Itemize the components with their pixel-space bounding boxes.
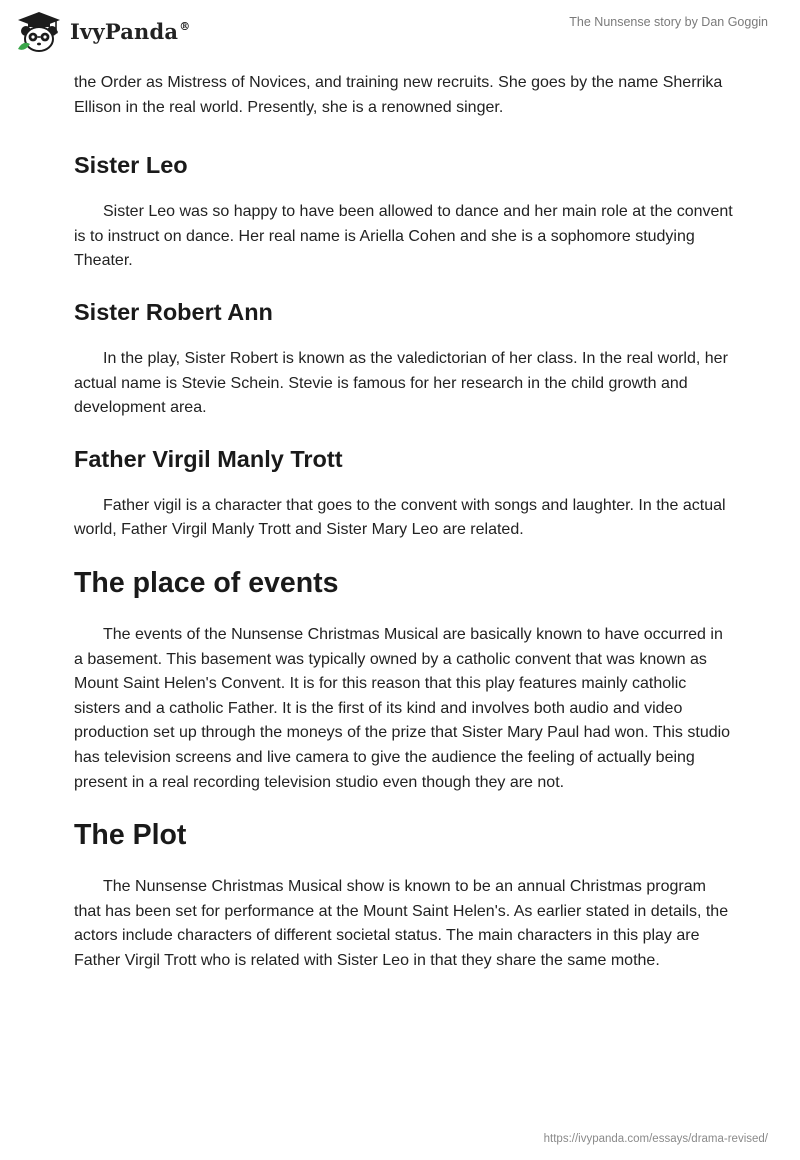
section-paragraph-sister-robert-ann: In the play, Sister Robert is known as the valedictorian of her class. In the real world, her actual name is Stevie Schein. Stevie is famous for her research in the child growth and development area. [74,349,728,417]
section-paragraph-sister-leo: Sister Leo was so happy to have been allowed to dance and her main role at the convent is to instruct on dance. Her real name is Ariella Cohen and she is a sophomore studying Theater. [74,203,733,270]
registered-mark: ® [179,19,191,33]
section-heading-sister-robert-ann: Sister Robert Ann [74,298,273,325]
section-paragraph-father-virgil: Father vigil is a character that goes to the convent with songs and laughter. In the actual world, Father Virgil Manly Trott and Sister Mary Leo are related. [74,496,726,539]
page-header [0,0,800,70]
intro-paragraph: the Order as Mistress of Novices, and training new recruits. She goes by the name Sherrika Ellison in the real world. Presently, she is a renowned singer. [74,74,723,116]
section-heading-place-of-events: The place of events [74,566,339,599]
section-paragraph-the-plot: The Nunsense Christmas Musical show is known to be an annual Christmas program that has been set for performance at the Mount Saint Helen's. As earlier stated in details, the actors include characters of different societal status. The main characters in this play are Father Virgil Trott who is related with Sister Leo in that they share the same mothe. [74,878,729,969]
section-heading-sister-leo: Sister Leo [74,152,188,179]
section-heading-the-plot: The Plot [74,819,187,852]
section-paragraph-place-of-events: The events of the Nunsense Christmas Musical are basically known to have occurred in a basement. This basement was typically owned by a catholic convent that was known as Mount Saint Helen's Convent. It is for this reason that this play features mainly catholic sisters and a catholic Father. It is the first of its kind and involves both audio and video production set up through the moneys of the prize that Sister Mary Paul had won. This studio has television screens and live camera to give the audience the feeling of actually being present in a real recording television studio even though they are not. [74,625,731,791]
panda-graduate-icon [14,9,64,53]
source-url-link[interactable]: https://ivypanda.com/essays/drama-revised/ [543,1133,768,1145]
section-heading-father-virgil: Father Virgil Manly Trott [74,445,343,472]
logo-text: IvyPanda [70,18,179,44]
ivypanda-logo[interactable] [14,8,190,54]
logo-wordmark [70,19,190,44]
essay-content [74,71,734,973]
document-title: The Nunsense story by Dan Goggin [569,15,768,29]
